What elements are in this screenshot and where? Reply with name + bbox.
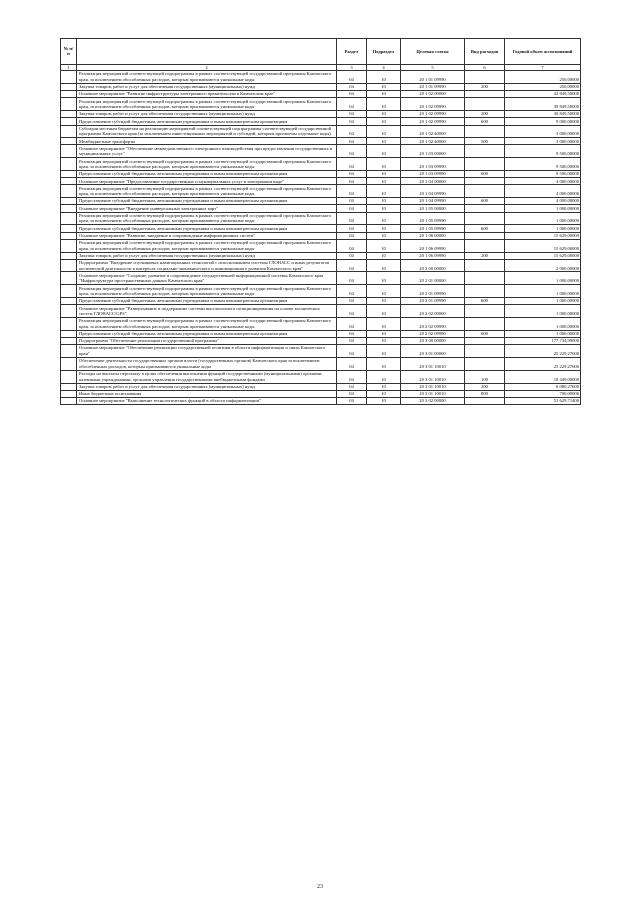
row-section-cell: 04 [337,83,367,90]
row-number-cell [61,145,77,158]
row-subsection-cell: 10 [367,178,401,185]
row-target-cell: 20 1 03 00000 [401,145,465,158]
row-section-cell: 04 [337,337,367,344]
row-number-cell [61,305,77,318]
row-exptype-cell [465,91,505,98]
row-subsection-cell: 10 [367,305,401,318]
row-exptype-cell [465,125,505,138]
row-section-cell: 04 [337,158,367,171]
row-exptype-cell: 500 [465,138,505,145]
row-name-cell: Предоставление субсидий бюджетным, автономным учреждениям и иным некоммерческим организациям [77,298,337,305]
row-exptype-cell [465,145,505,158]
row-subsection-cell: 10 [367,285,401,298]
row-subsection-cell: 10 [367,212,401,225]
table-row [61,305,581,318]
row-target-cell: 20 2 01 00000 [401,272,465,285]
row-section-cell: 04 [337,171,367,178]
row-subsection-cell: 10 [367,232,401,239]
row-target-cell: 20 3 01 10010 [401,383,465,390]
row-name-cell: Реализация мероприятий соответствующей подпрограммы в рамках соответствующей государственной программы Камчатского края, за исключением обособленных расходов, которым присваиваются уникальные коды [77,98,337,111]
table-row [61,390,581,397]
row-subsection-cell: 10 [367,357,401,370]
row-target-cell: 20 1 06 00000 [401,232,465,239]
table-row [61,198,581,205]
row-exptype-cell [465,205,505,212]
row-exptype-cell [465,397,505,404]
table-row [61,185,581,198]
table-row [61,383,581,390]
row-section-cell: 04 [337,212,367,225]
row-number-cell [61,383,77,390]
row-number-cell [61,390,77,397]
row-number-cell [61,252,77,259]
table-row [61,205,581,212]
row-exptype-cell: 200 [465,383,505,390]
row-amount-cell: 9 500,00000 [505,158,581,171]
row-name-cell: Предоставление субсидий бюджетным, автономным учреждениям и иным некоммерческим организациям [77,225,337,232]
row-exptype-cell [465,232,505,239]
row-target-cell: 20 1 06 09990 [401,252,465,259]
row-exptype-cell [465,285,505,298]
row-name-cell: Обеспечение деятельности государственных органов власти (государственных органов) Камчатского края за исключением обособленных расходов, которым присваиваются уникальные коды [77,357,337,370]
row-number-cell [61,118,77,125]
row-name-cell: Предоставление субсидий бюджетным, автономным учреждениям и иным некоммерческим организациям [77,171,337,178]
row-number-cell [61,205,77,212]
row-target-cell: 20 1 01 09990 [401,83,465,90]
row-target-cell: 20 1 03 09990 [401,171,465,178]
header-name [77,39,337,65]
row-amount-cell: 30 849,50000 [505,111,581,118]
row-name-cell: Реализация мероприятий соответствующей подпрограммы в рамках соответствующей государственной программы Камчатского края, за исключением обособленных расходов, которым присваиваются уникальные коды [77,212,337,225]
row-section-cell: 04 [337,198,367,205]
row-target-cell: 20 2 01 09990 [401,298,465,305]
row-name-cell: Предоставление субсидий бюджетным, автономным учреждениям и иным некоммерческим организациям [77,198,337,205]
row-exptype-cell [465,158,505,171]
table-row [61,239,581,252]
row-target-cell: 20 1 01 09990 [401,71,465,84]
row-subsection-cell: 10 [367,345,401,358]
row-exptype-cell: 600 [465,225,505,232]
row-name-cell: Закупка товаров, работ и услуг для обеспечения государственных (муниципальных) нужд [77,83,337,90]
row-exptype-cell: 600 [465,171,505,178]
table-body [61,71,581,405]
row-section-cell: 04 [337,272,367,285]
row-name-cell: Предоставление субсидий бюджетным, автономным учреждениям и иным некоммерческим организациям [77,330,337,337]
row-number-cell [61,298,77,305]
row-name-cell: Реализация мероприятий соответствующей подпрограммы в рамках соответствующей государственной программы Камчатского края, за исключением обособленных расходов, которым присваиваются уникальные коды [77,318,337,331]
table-row [61,357,581,370]
column-number-row [61,64,581,71]
row-section-cell: 04 [337,138,367,145]
budget-table [60,38,581,405]
row-amount-cell: 9 500,00000 [505,145,581,158]
row-subsection-cell: 10 [367,272,401,285]
row-subsection-cell: 10 [367,205,401,212]
row-amount-cell: 177 734,99000 [505,337,581,344]
row-name-cell: Основное мероприятие "Внедрение универсальных электронных карт" [77,205,337,212]
row-exptype-cell [465,178,505,185]
row-section-cell: 04 [337,205,367,212]
row-number-cell [61,345,77,358]
row-target-cell: 20 3 00 00000 [401,337,465,344]
row-exptype-cell: 100 [465,370,505,383]
row-subsection-cell: 10 [367,252,401,259]
row-amount-cell: 1 000,00000 [505,330,581,337]
row-number-cell [61,185,77,198]
row-amount-cell: 39 849,50000 [505,98,581,111]
row-target-cell: 20 1 02 40000 [401,138,465,145]
row-target-cell: 20 2 01 09990 [401,285,465,298]
row-number-cell [61,397,77,404]
row-target-cell: 20 1 05 09990 [401,225,465,232]
row-name-cell: Основное мероприятие "Предоставление государственных и муниципальных услуг в электронном виде" [77,178,337,185]
table-row [61,285,581,298]
row-number-cell [61,98,77,111]
row-subsection-cell: 10 [367,330,401,337]
row-target-cell: 20 2 00 00000 [401,259,465,272]
row-amount-cell: 1 000,00000 [505,318,581,331]
row-subsection-cell: 10 [367,397,401,404]
row-name-cell: Субсидии местным бюджетам на реализацию мероприятий соответствующей подпрограммы соответствующей государственной программы Камчатского края (за исключением инвестиционных мероприятий и субсидий, которым присвоены отдельные коды) [77,125,337,138]
row-section-cell: 04 [337,330,367,337]
row-number-cell [61,259,77,272]
row-target-cell: 20 3 01 10010 [401,370,465,383]
row-amount-cell: 1 000,00000 [505,212,581,225]
row-target-cell: 20 1 02 09990 [401,111,465,118]
table-row [61,225,581,232]
row-amount-cell: 9 500,00000 [505,171,581,178]
row-number-cell [61,91,77,98]
row-amount-cell: 25 229,27600 [505,357,581,370]
row-target-cell: 20 1 04 09990 [401,198,465,205]
row-exptype-cell: 600 [465,298,505,305]
row-exptype-cell [465,305,505,318]
row-exptype-cell [465,98,505,111]
row-name-cell: Иные бюджетные ассигнования [77,390,337,397]
table-row [61,337,581,344]
table-row [61,232,581,239]
table-row [61,91,581,98]
row-number-cell [61,272,77,285]
row-target-cell: 20 1 02 09990 [401,118,465,125]
row-name-cell: Межбюджетные трансферты [77,138,337,145]
row-section-cell: 04 [337,118,367,125]
row-amount-cell: 51 629,71400 [505,397,581,404]
column-number: 4 [367,64,401,71]
row-number-cell [61,158,77,171]
row-exptype-cell: 200 [465,83,505,90]
row-target-cell: 20 1 02 40000 [401,125,465,138]
table-row [61,125,581,138]
row-subsection-cell: 10 [367,145,401,158]
row-section-cell: 04 [337,390,367,397]
page-number: 23 [317,884,323,890]
row-number-cell [61,337,77,344]
header-subsection: Подраздел [367,39,401,65]
row-exptype-cell [465,185,505,198]
row-exptype-cell [465,357,505,370]
row-subsection-cell: 10 [367,198,401,205]
row-section-cell: 04 [337,370,367,383]
row-number-cell [61,212,77,225]
row-amount-cell: 1 000,00000 [505,305,581,318]
row-amount-cell: 1 000,00000 [505,205,581,212]
row-subsection-cell: 10 [367,138,401,145]
row-section-cell: 04 [337,145,367,158]
row-amount-cell: 4 000,00000 [505,198,581,205]
header-num: № п/п [61,39,77,65]
row-amount-cell: 6 080,27600 [505,383,581,390]
row-name-cell: Основное мероприятие "Создание, развитие и сопровождение государственной информационной системы Камчатского края "Инфраструктура пространственных данных Камчатского края" [77,272,337,285]
table-row [61,252,581,259]
budget-page [60,38,580,405]
row-number-cell [61,330,77,337]
row-amount-cell: 15 629,00000 [505,239,581,252]
row-number-cell [61,71,77,84]
row-target-cell: 20 3 01 10010 [401,390,465,397]
header-amount: Годовой объем ассигнований [505,39,581,65]
column-number: 3 [337,64,367,71]
row-target-cell: 20 2 02 09990 [401,318,465,331]
row-subsection-cell: 10 [367,259,401,272]
row-subsection-cell: 10 [367,370,401,383]
row-subsection-cell: 10 [367,337,401,344]
row-name-cell: Реализация мероприятий соответствующей подпрограммы в рамках соответствующей государственной программы Камчатского края, за исключением обособленных расходов, которым присваиваются уникальные коды [77,185,337,198]
row-name-cell: Реализация мероприятий соответствующей подпрограммы в рамках соответствующей государственной программы Камчатского края, за исключением обособленных расходов, которым присваиваются уникальные коды [77,71,337,84]
row-amount-cell: 700,00000 [505,390,581,397]
row-name-cell: Основное мероприятие "Развертывание и поддержание системы высокоточного позиционирования на основе космических систем ГЛОНАСС/GPS" [77,305,337,318]
row-name-cell: Закупка товаров, работ и услуг для обеспечения государственных (муниципальных) нужд [77,111,337,118]
row-exptype-cell: 600 [465,198,505,205]
row-subsection-cell: 10 [367,298,401,305]
column-number: 1 [61,64,77,71]
row-section-cell: 04 [337,185,367,198]
column-number: 7 [505,64,581,71]
row-subsection-cell: 10 [367,318,401,331]
table-row [61,98,581,111]
row-name-cell: Реализация мероприятий соответствующей подпрограммы в рамках соответствующей государственной программы Камчатского края, за исключением обособленных расходов, которым присваиваются уникальные коды [77,158,337,171]
row-name-cell: Основное мероприятие "Обеспечение реализации государственной политики в области информатизации и связи Камчатского края" [77,345,337,358]
row-name-cell: Основное мероприятие "Развитие, внедрение и сопровождение информационных систем" [77,232,337,239]
row-name-cell: Подпрограмма "Обеспечение реализации государственной программы" [77,337,337,344]
row-exptype-cell [465,318,505,331]
row-subsection-cell: 10 [367,111,401,118]
row-section-cell: 04 [337,91,367,98]
row-exptype-cell: 600 [465,118,505,125]
row-exptype-cell [465,71,505,84]
row-exptype-cell [465,345,505,358]
row-amount-cell: 4 000,00000 [505,178,581,185]
row-target-cell: 20 1 04 09990 [401,185,465,198]
row-amount-cell: 2 000,00000 [505,259,581,272]
row-exptype-cell [465,337,505,344]
row-name-cell: Основное мероприятие "Выполнение технологических функций в области информатизации" [77,397,337,404]
row-name-cell: Предоставление субсидий бюджетным, автономным учреждениям и иным некоммерческим организациям [77,118,337,125]
table-row [61,178,581,185]
table-row [61,397,581,404]
row-number-cell [61,232,77,239]
column-number: 5 [401,64,465,71]
row-section-cell: 04 [337,298,367,305]
row-section-cell: 04 [337,318,367,331]
row-name-cell: Расходы на выплаты персоналу в целях обеспечения выполнения функций государственными (муниципальными) органами, казенными учреждениями, органами управления государственными внебюджетными фондами [77,370,337,383]
row-subsection-cell: 10 [367,239,401,252]
row-section-cell: 04 [337,232,367,239]
row-section-cell: 04 [337,397,367,404]
row-number-cell [61,357,77,370]
row-amount-cell: 15 629,00000 [505,232,581,239]
row-name-cell: Закупка товаров, работ и услуг для обеспечения государственных (муниципальных) нужд [77,383,337,390]
row-target-cell: 20 1 06 09990 [401,239,465,252]
row-number-cell [61,111,77,118]
row-target-cell: 20 1 04 00000 [401,178,465,185]
row-subsection-cell: 10 [367,171,401,178]
row-number-cell [61,125,77,138]
row-amount-cell: 42 849,50000 [505,91,581,98]
row-amount-cell: 4 000,00000 [505,185,581,198]
row-amount-cell: 3 000,00000 [505,125,581,138]
row-target-cell: 20 2 02 00000 [401,305,465,318]
table-row [61,259,581,272]
row-number-cell [61,239,77,252]
header-exptype: Вид расходов [465,39,505,65]
row-name-cell: Реализация мероприятий соответствующей подпрограммы в рамках соответствующей государственной программы Камчатского края, за исключением обособленных расходов, которым присваиваются уникальные коды [77,285,337,298]
row-subsection-cell: 10 [367,71,401,84]
row-exptype-cell [465,212,505,225]
row-section-cell: 04 [337,285,367,298]
row-name-cell: Основное мероприятие "Обеспечение межведомственного электронного взаимодействия при предоставлении государственных и муниципальных услуг" [77,145,337,158]
row-number-cell [61,138,77,145]
row-amount-cell: 25 229,27600 [505,345,581,358]
row-target-cell: 20 2 02 09990 [401,330,465,337]
row-subsection-cell: 10 [367,125,401,138]
row-exptype-cell [465,272,505,285]
row-section-cell: 04 [337,71,367,84]
row-target-cell: 20 3 01 00000 [401,345,465,358]
table-row [61,71,581,84]
row-exptype-cell: 800 [465,390,505,397]
row-number-cell [61,370,77,383]
table-row [61,111,581,118]
row-target-cell: 20 1 05 00000 [401,205,465,212]
row-section-cell: 04 [337,259,367,272]
row-subsection-cell: 10 [367,98,401,111]
row-target-cell: 20 1 03 09990 [401,158,465,171]
row-number-cell [61,318,77,331]
row-amount-cell: 3 000,00000 [505,138,581,145]
row-number-cell [61,285,77,298]
row-section-cell: 04 [337,239,367,252]
row-subsection-cell: 10 [367,383,401,390]
row-amount-cell: 1 000,00000 [505,298,581,305]
row-amount-cell: 15 629,00000 [505,252,581,259]
row-number-cell [61,83,77,90]
row-section-cell: 04 [337,305,367,318]
table-row [61,212,581,225]
row-name-cell: Реализация мероприятий соответствующей подпрограммы в рамках соответствующей государственной программы Камчатского края, за исключением обособленных расходов, которым присваиваются уникальные коды [77,239,337,252]
column-number: 2 [77,64,337,71]
table-row [61,298,581,305]
table-row [61,83,581,90]
row-exptype-cell: 200 [465,252,505,259]
row-section-cell: 04 [337,383,367,390]
table-row [61,158,581,171]
row-target-cell: 20 3 02 00000 [401,397,465,404]
row-exptype-cell [465,259,505,272]
row-number-cell [61,198,77,205]
row-exptype-cell: 600 [465,330,505,337]
row-target-cell: 20 3 01 10010 [401,357,465,370]
table-row [61,145,581,158]
row-section-cell: 04 [337,178,367,185]
table-row [61,171,581,178]
row-target-cell: 20 1 02 00000 [401,91,465,98]
row-subsection-cell: 10 [367,83,401,90]
row-section-cell: 04 [337,252,367,259]
row-number-cell [61,178,77,185]
row-name-cell: Основное мероприятие "Развитие инфраструктуры электронного правительства в Камчатском крае" [77,91,337,98]
row-section-cell: 04 [337,125,367,138]
table-row [61,272,581,285]
row-subsection-cell: 10 [367,185,401,198]
row-subsection-cell: 10 [367,118,401,125]
column-number: 6 [465,64,505,71]
row-name-cell: Закупка товаров, работ и услуг для обеспечения государственных (муниципальных) нужд [77,252,337,259]
row-target-cell: 20 1 05 09990 [401,212,465,225]
row-amount-cell: 250,00000 [505,71,581,84]
row-exptype-cell [465,239,505,252]
table-row [61,318,581,331]
row-amount-cell: 9 000,00000 [505,118,581,125]
row-subsection-cell: 10 [367,158,401,171]
row-section-cell: 04 [337,357,367,370]
row-name-cell: Подпрограмма "Внедрение спутниковых навигационных технологий с использованием системы ГЛОНАСС и иных результатов космической деятельности в интересах социально-экономического и инновационного развития Камчатского края" [77,259,337,272]
row-amount-cell: 1 000,00000 [505,285,581,298]
table-row [61,118,581,125]
row-exptype-cell: 200 [465,111,505,118]
table-row [61,345,581,358]
row-subsection-cell: 10 [367,390,401,397]
header-row [61,39,581,65]
row-section-cell: 04 [337,111,367,118]
row-target-cell: 20 1 02 09990 [401,98,465,111]
row-section-cell: 04 [337,225,367,232]
row-subsection-cell: 10 [367,225,401,232]
header-target: Целевая статья [401,39,465,65]
row-amount-cell: 250,00000 [505,83,581,90]
table-row [61,370,581,383]
row-amount-cell: 1 000,00000 [505,225,581,232]
row-amount-cell: 18 449,00000 [505,370,581,383]
header-section: Раздел [337,39,367,65]
row-section-cell: 04 [337,98,367,111]
row-amount-cell: 1 000,00000 [505,272,581,285]
row-section-cell: 04 [337,345,367,358]
row-number-cell [61,171,77,178]
row-subsection-cell: 10 [367,91,401,98]
row-number-cell [61,225,77,232]
table-row [61,138,581,145]
table-row [61,330,581,337]
